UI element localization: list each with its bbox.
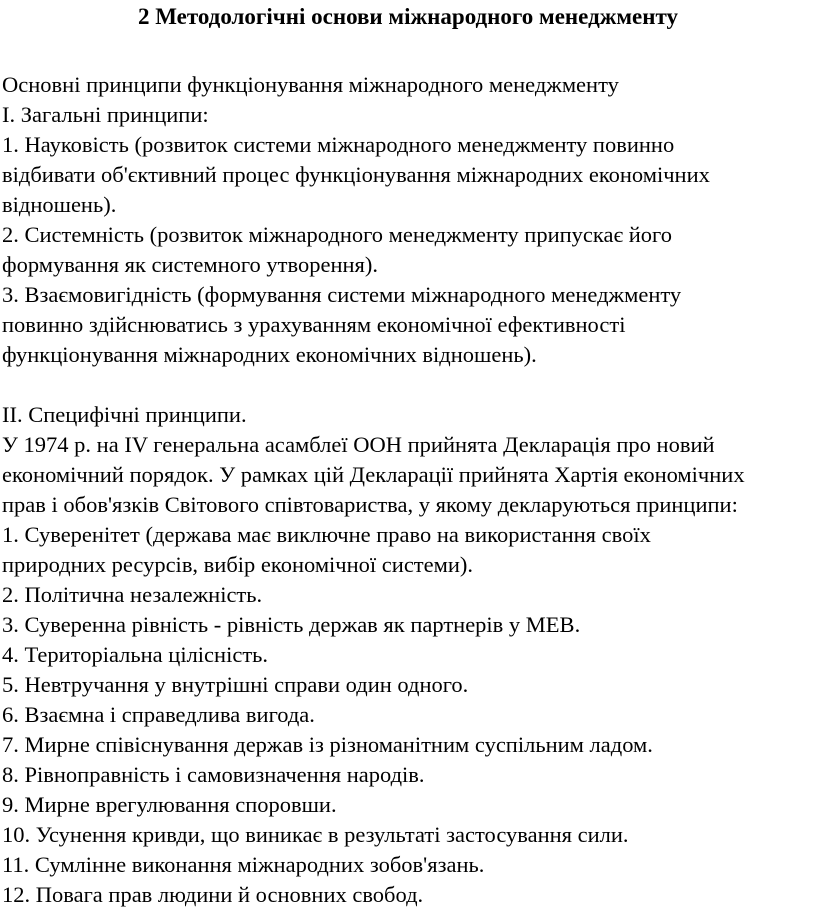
text-line: 9. Мирне врегулювання споровши. bbox=[2, 792, 337, 817]
text-line: природних ресурсів, вибір економічної системи). bbox=[2, 552, 474, 577]
text-line: 4. Територіальна цілісність. bbox=[2, 642, 269, 667]
section-heading: Основні принципи функціонування міжнародного менеджменту bbox=[2, 72, 619, 97]
text-line: 7. Мирне співіснування держав із різноманітним суспільним ладом. bbox=[2, 732, 653, 757]
text-line: повинно здійснюватись з урахуванням економічної ефективності bbox=[2, 312, 626, 337]
text-line: 2. Системність (розвиток міжнародного менеджменту припускає його bbox=[2, 222, 672, 247]
text-line: 2. Політична незалежність. bbox=[2, 582, 263, 607]
specific-principles-heading: ІІ. Специфічні принципи. bbox=[2, 402, 247, 427]
text-line: 8. Рівноправність і самовизначення народів. bbox=[2, 762, 425, 787]
text-line: 3. Взаємовигідність (формування системи міжнародного менеджменту bbox=[2, 282, 682, 307]
text-line: 11. Сумлінне виконання міжнародних зобов'язань. bbox=[2, 852, 485, 877]
text-line: формування як системного утворення). bbox=[2, 252, 378, 277]
text-line: 1. Суверенітет (держава має виключне право на використання своїх bbox=[2, 522, 651, 547]
text-line: функціонування міжнародних економічних відношень). bbox=[2, 342, 537, 367]
paragraph-gap bbox=[2, 370, 814, 400]
text-line: відношень). bbox=[2, 192, 117, 217]
text-line: 6. Взаємна і справедлива вигода. bbox=[2, 702, 315, 727]
text-line: економічний порядок. У рамках цій Декларації прийнята Хартія економічних bbox=[2, 462, 745, 487]
text-line: У 1974 р. на IV генеральна асамблеї ООН прийнята Декларація про новий bbox=[2, 432, 715, 457]
text-line: 3. Суверенна рівність - рівність держав як партнерів у МЕВ. bbox=[2, 612, 581, 637]
text-line: 5. Невтручання у внутрішні справи один одного. bbox=[2, 672, 469, 697]
general-principles-heading: І. Загальні принципи: bbox=[2, 102, 209, 127]
text-line: 12. Повага прав людини й основних свобод. bbox=[2, 882, 424, 907]
text-line: відбивати об'єктивний процес функціонування міжнародних економічних bbox=[2, 162, 710, 187]
text-line: 1. Науковість (розвиток системи міжнародного менеджменту повинно bbox=[2, 132, 675, 157]
text-line: 10. Усунення кривди, що виникає в результаті застосування сили. bbox=[2, 822, 629, 847]
document-body bbox=[2, 70, 814, 910]
document-title: 2 Методологічні основи міжнародного менеджменту bbox=[137, 4, 679, 29]
text-line: прав і обов'язків Світового співтовариства, у якому декларуються принципи: bbox=[2, 492, 738, 517]
